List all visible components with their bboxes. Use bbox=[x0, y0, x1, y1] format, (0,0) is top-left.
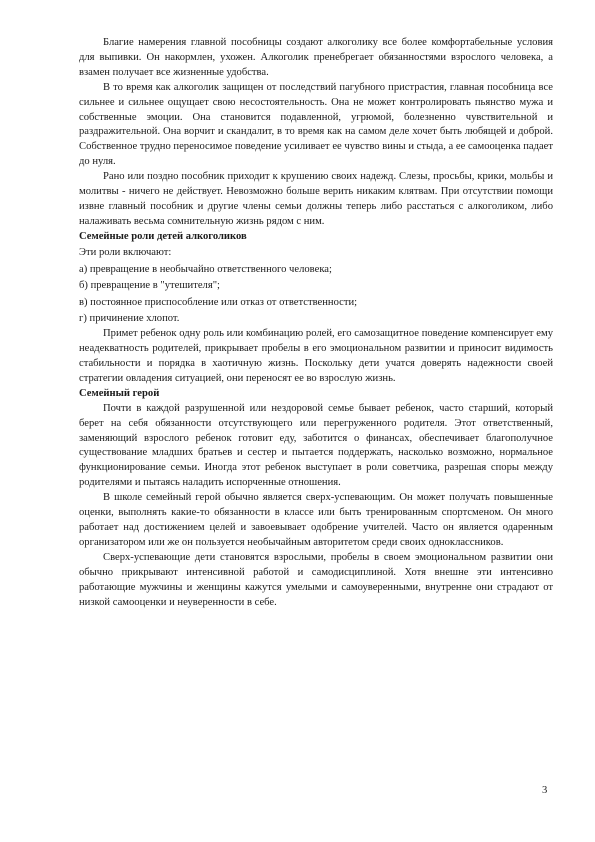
paragraph: В школе семейный герой обычно является сверх-успевающим. Он может получать повышенные оценки, выполнять какие-то обязанности в классе или быть тренированным спортсменом. Он много работает над достижением целей и завоевывает одобрение учителей. Часто он является одаренным организатором или же он пользуется необычайным авторитетом среди своих одноклассников. bbox=[79, 492, 553, 548]
paragraph: Рано или поздно пособник приходит к крушению своих надежд. Слезы, просьбы, крики, мольбы и молитвы - ничего не действует. Невозможно больше верить никаким клятвам. При отсутствии помощи извне главный пособник и другие члены семьи должны теперь либо расстаться с алкоголиком, либо налаживать весьма сомнительную жизнь рядом с ним. bbox=[79, 171, 553, 227]
list-item: б) превращение в "утешителя"; bbox=[79, 280, 220, 292]
list-intro: Эти роли включают: bbox=[79, 247, 172, 259]
document-body bbox=[79, 36, 553, 610]
section-heading: Семейный герой bbox=[79, 387, 160, 399]
paragraph: В то время как алкоголик защищен от последствий пагубного пристрастия, главная пособница все сильнее и сильнее ощущает свою несостоятельность. Она не может контролировать пьянство мужа и собственные эмоции. Она становится подавленной, угрюмой, болезненно чувствительной и раздражительной. Она ворчит и скандалит, в то время как на самом деле хочет быть любящей и доброй. Собственное трудно переносимое поведение усиливает ее чувство вины и стыда, а ее самооценка падает до нуля. bbox=[79, 81, 553, 168]
paragraph: Примет ребенок одну роль или комбинацию ролей, его самозащитное поведение компенсирует ему неадекватность родителей, прикрывает пробелы в его эмоциональном развитии и приносит видимость стабильности и порядка в хаотичную жизнь. Поскольку дети учатся доверять надежности своей стратегии овладения ситуацией, они переносят ее во взрослую жизнь. bbox=[79, 328, 553, 384]
paragraph: Благие намерения главной пособницы создают алкоголику все более комфортабельные условия для выпивки. Он накормлен, ухожен. Алкоголик пренебрегает обязанностями взрослого человека, а взамен получает все жизненные удобства. bbox=[79, 37, 553, 78]
list-item: в) постоянное приспособление или отказ от ответственности; bbox=[79, 296, 358, 308]
paragraph: Сверх-успевающие дети становятся взрослыми, пробелы в своем эмоциональном развитии они обычно прикрывают интенсивной работой и самодисциплиной. Хотя внешне эти интенсивно работающие мужчины и женщины кажутся умелыми и самоуверенными, внутренне они страдают от низкой самооценки и неуверенности в себе. bbox=[79, 551, 553, 608]
list-item: г) причинение хлопот. bbox=[79, 313, 180, 325]
page-number: 3 bbox=[542, 785, 548, 796]
paragraph: Почти в каждой разрушенной или нездоровой семье бывает ребенок, часто старший, который берет на себя обязанности отсутствующего или перегруженного родителя. Этот ответственный, заменяющий взрослого ребенок готовит еду, заботится о финансах, обеспечивает благополучное существование младших братьев и сестер и пытается поддержать, насколько возможно, нормальное функционирование семьи. Иногда этот ребенок выступает в роли советчика, разрешая споры между родителями и пытаясь наладить испорченные отношения. bbox=[79, 402, 553, 489]
list-item: а) превращение в необычайно ответственного человека; bbox=[79, 263, 332, 275]
section-heading: Семейные роли детей алкоголиков bbox=[79, 230, 247, 242]
